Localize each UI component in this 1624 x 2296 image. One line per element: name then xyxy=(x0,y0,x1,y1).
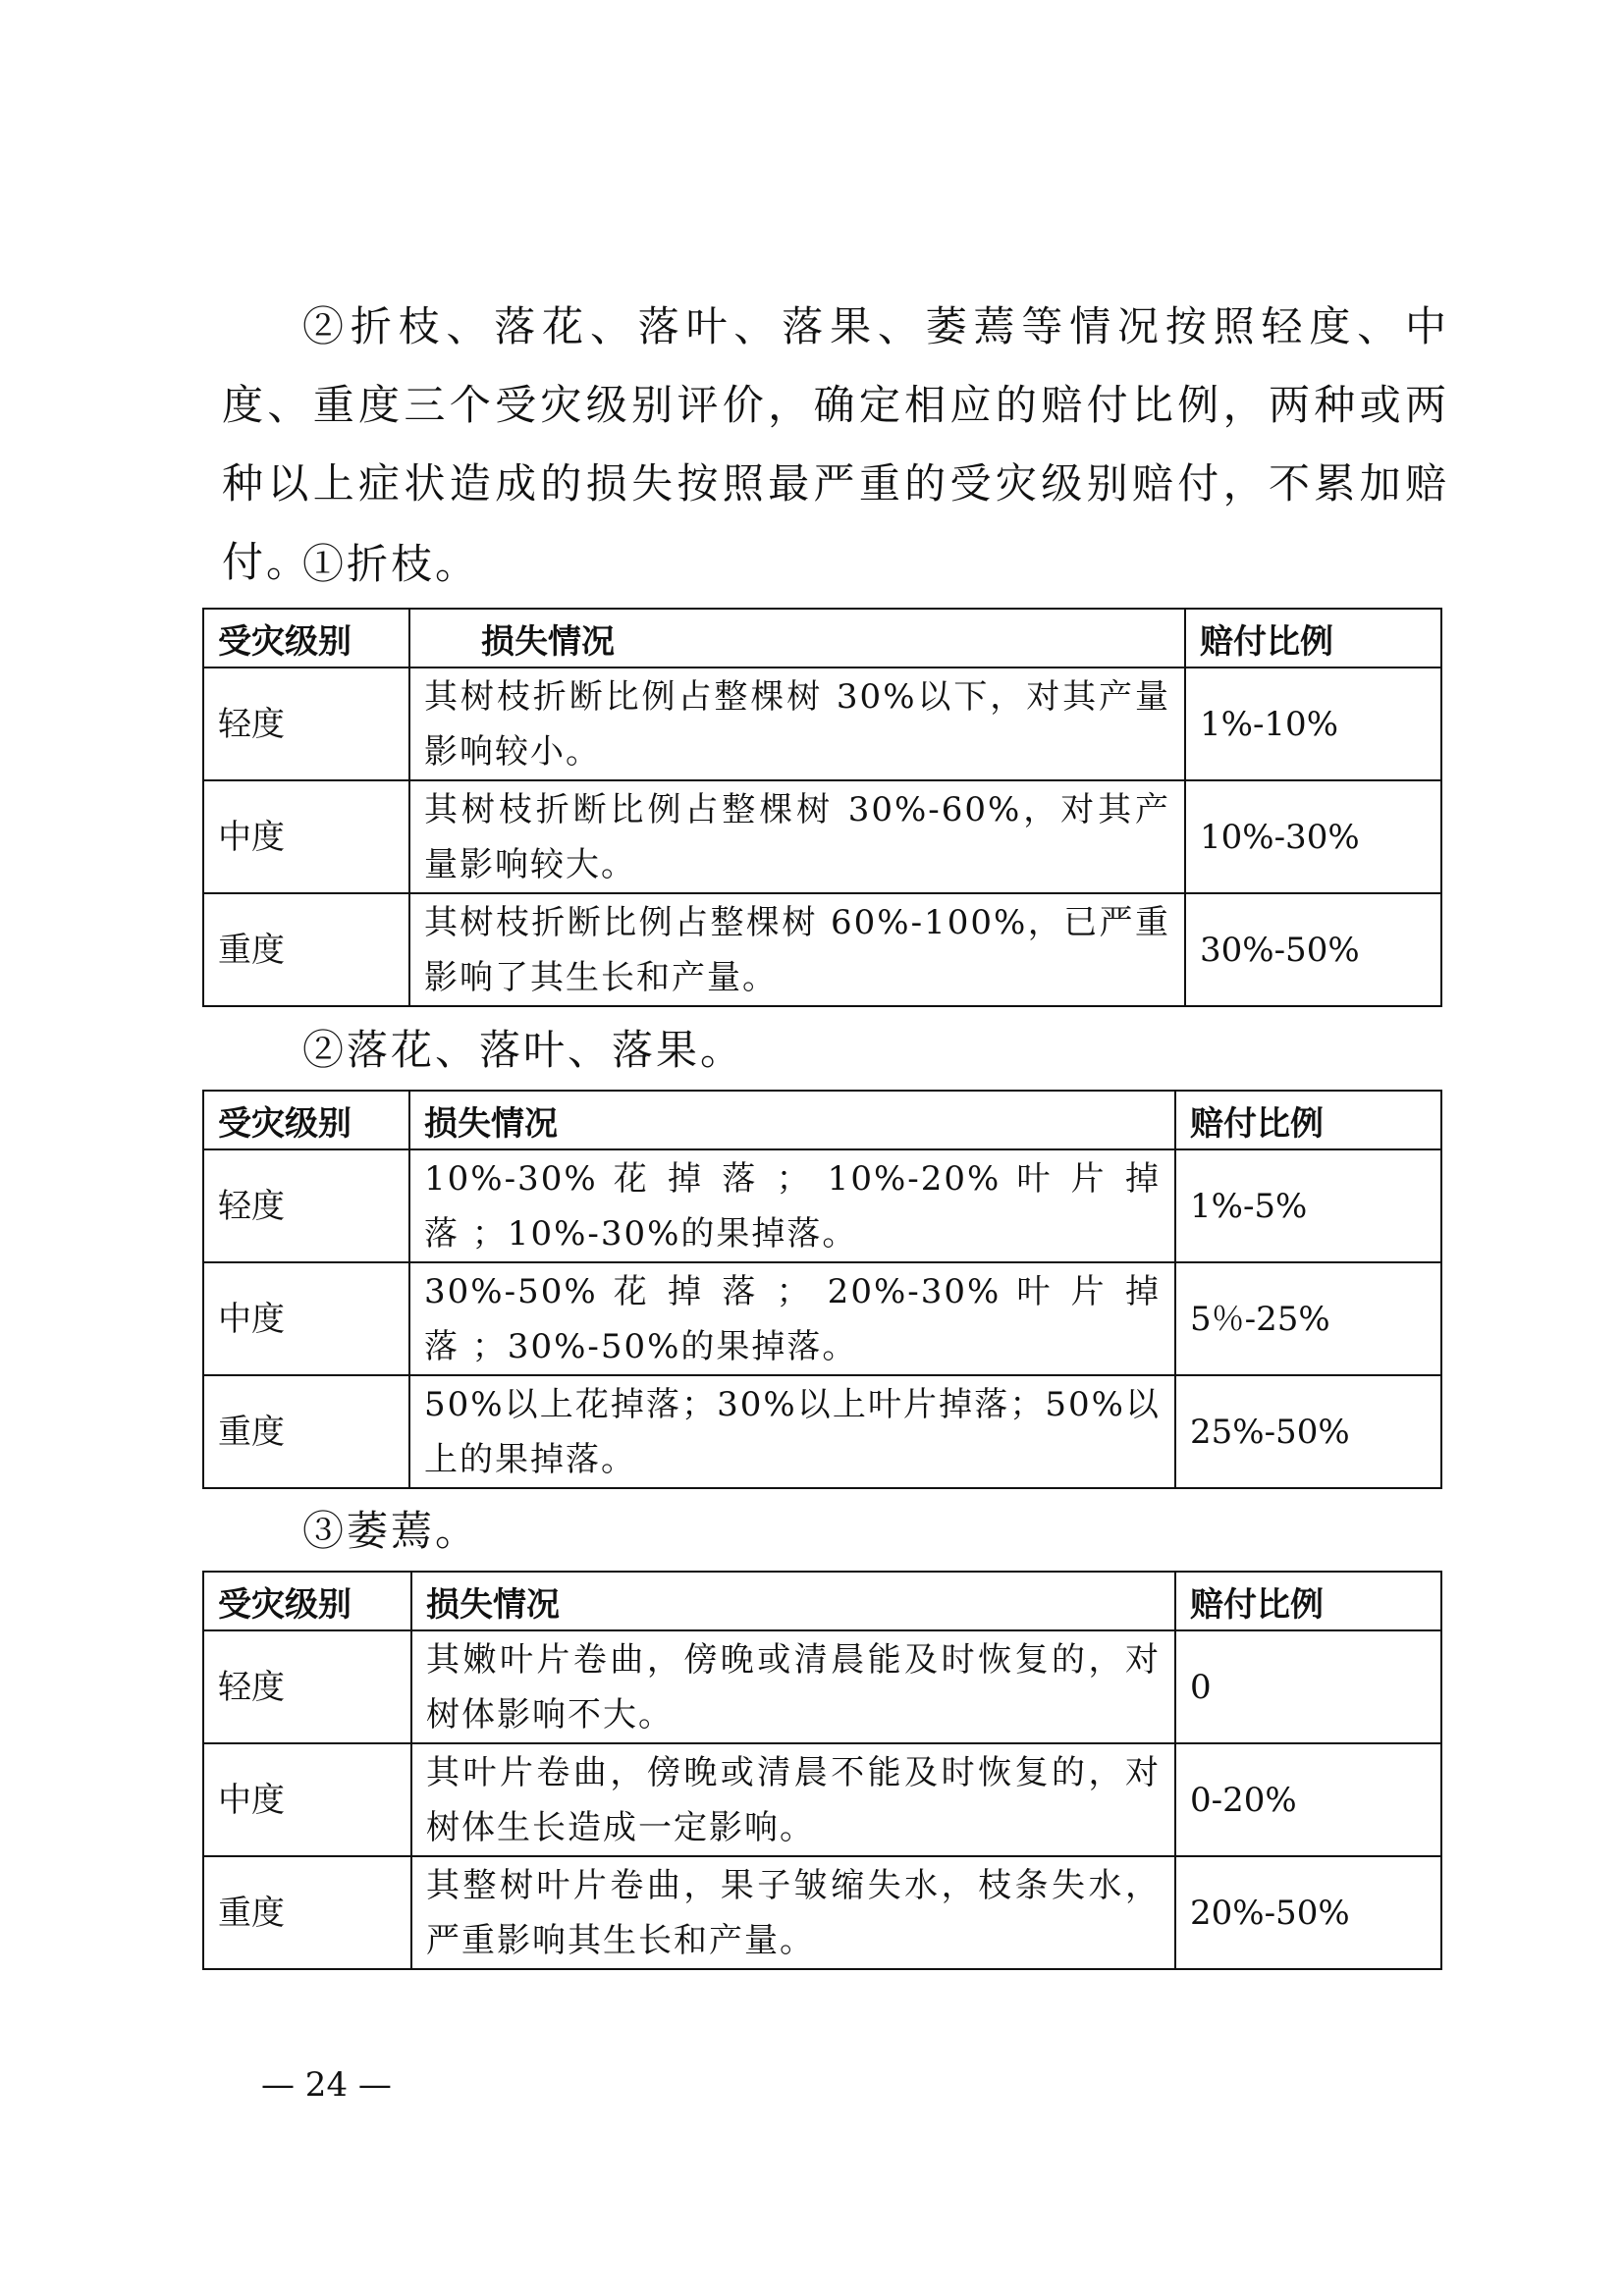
page-number: — 24 — xyxy=(261,2065,392,2105)
loss-description-cell: 其嫩叶片卷曲，傍晚或清晨能及时恢复的，对树体影响不大。 xyxy=(411,1630,1175,1743)
ratio-cell: 10%-30% xyxy=(1185,780,1441,893)
table-row xyxy=(203,1856,1441,1969)
level-cell: 轻度 xyxy=(203,1149,409,1262)
table-row xyxy=(203,780,1441,893)
ratio-cell: 20%-50% xyxy=(1175,1856,1441,1969)
section-heading-wilting: ③萎蔫。 xyxy=(302,1507,480,1555)
header-level: 受灾级别 xyxy=(203,609,409,667)
table-row xyxy=(203,1743,1441,1856)
table-row xyxy=(203,1630,1441,1743)
ratio-cell: 5％-25% xyxy=(1175,1262,1441,1375)
table-row xyxy=(203,1375,1441,1488)
header-ratio: 赔付比例 xyxy=(1175,1572,1441,1630)
ratio-cell: 0 xyxy=(1175,1630,1441,1743)
level-cell: 轻度 xyxy=(203,1630,411,1743)
section-heading-broken-branches: ①折枝。 xyxy=(302,540,480,588)
header-level: 受灾级别 xyxy=(203,1091,409,1149)
loss-description-cell: 其树枝折断比例占整棵树 30%以下，对其产量影响较小。 xyxy=(409,667,1185,780)
loss-description-cell: 30%-50% 花 掉 落 ； 20%-30% 叶 片 掉 落 ；30%-50%的果掉落。 xyxy=(409,1262,1175,1375)
ratio-cell: 25%-50% xyxy=(1175,1375,1441,1488)
level-cell: 中度 xyxy=(203,1743,411,1856)
loss-description-cell: 其树枝折断比例占整棵树 30%-60%，对其产量影响较大。 xyxy=(409,780,1185,893)
level-cell: 中度 xyxy=(203,780,409,893)
table-header-row xyxy=(203,1572,1441,1630)
level-cell: 重度 xyxy=(203,1375,409,1488)
header-loss: 损失情况 xyxy=(409,609,1185,667)
table-header-row xyxy=(203,1091,1441,1149)
loss-description-cell: 其叶片卷曲，傍晚或清晨不能及时恢复的，对树体生长造成一定影响。 xyxy=(411,1743,1175,1856)
header-loss: 损失情况 xyxy=(409,1091,1175,1149)
header-ratio: 赔付比例 xyxy=(1175,1091,1441,1149)
header-ratio: 赔付比例 xyxy=(1185,609,1441,667)
level-cell: 轻度 xyxy=(203,667,409,780)
loss-description-cell: 其树枝折断比例占整棵树 60%-100%，已严重影响了其生长和产量。 xyxy=(409,893,1185,1006)
table-row xyxy=(203,893,1441,1006)
table-wilting xyxy=(202,1571,1442,1970)
level-cell: 重度 xyxy=(203,893,409,1006)
ratio-cell: 30%-50% xyxy=(1185,893,1441,1006)
table-falling xyxy=(202,1090,1442,1489)
level-cell: 重度 xyxy=(203,1856,411,1969)
header-level: 受灾级别 xyxy=(203,1572,411,1630)
loss-description-cell: 其整树叶片卷曲，果子皱缩失水，枝条失水，严重影响其生长和产量。 xyxy=(411,1856,1175,1969)
ratio-cell: 1%-5% xyxy=(1175,1149,1441,1262)
loss-description-cell: 10%-30% 花 掉 落 ； 10%-20% 叶 片 掉 落 ；10%-30%的果掉落。 xyxy=(409,1149,1175,1262)
intro-paragraph: ②折枝、落花、落叶、落果、萎蔫等情况按照轻度、中度、重度三个受灾级别评价，确定相应的赔付比例，两种或两种以上症状造成的损失按照最严重的受灾级别赔付，不累加赔付。 xyxy=(222,302,1449,586)
table-row xyxy=(203,1262,1441,1375)
loss-description-cell: 50%以上花掉落；30%以上叶片掉落；50%以上的果掉落。 xyxy=(409,1375,1175,1488)
table-row xyxy=(203,1149,1441,1262)
ratio-cell: 1%-10% xyxy=(1185,667,1441,780)
table-row xyxy=(203,667,1441,780)
ratio-cell: 0-20% xyxy=(1175,1743,1441,1856)
section-heading-falling: ②落花、落叶、落果。 xyxy=(302,1026,745,1074)
header-loss: 损失情况 xyxy=(411,1572,1175,1630)
level-cell: 中度 xyxy=(203,1262,409,1375)
table-header-row xyxy=(203,609,1441,667)
table-broken-branches xyxy=(202,608,1442,1007)
